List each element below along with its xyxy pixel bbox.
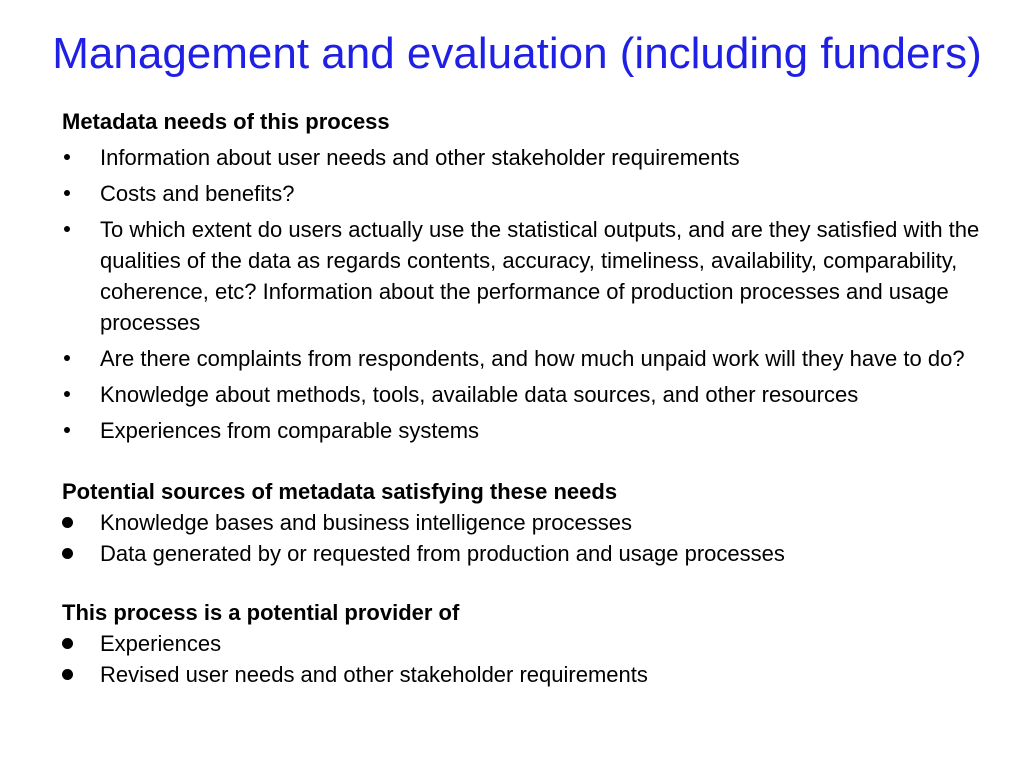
list-item xyxy=(62,214,982,338)
bullet-dot-icon xyxy=(62,343,100,374)
bullet-dot-icon xyxy=(62,142,100,173)
list-item xyxy=(62,178,982,209)
section-heading: Metadata needs of this process xyxy=(62,109,390,134)
section-heading: This process is a potential provider of xyxy=(62,600,460,625)
bullet-circle-icon xyxy=(62,628,100,659)
bullet-dot-icon xyxy=(62,379,100,410)
bullet-list xyxy=(62,142,982,446)
bullet-list xyxy=(62,507,982,569)
list-item-text: Knowledge bases and business intelligence processes xyxy=(100,510,633,535)
bullet-circle-icon xyxy=(62,659,100,690)
bullet-circle-icon xyxy=(62,507,100,538)
list-item-text: Data generated by or requested from production and usage processes xyxy=(100,541,785,566)
list-item xyxy=(62,415,982,446)
bullet-list xyxy=(62,628,982,690)
list-item-text: Revised user needs and other stakeholder requirements xyxy=(100,662,648,687)
list-item-text: Experiences from comparable systems xyxy=(100,418,480,443)
list-item xyxy=(62,142,982,173)
slide-title: Management and evaluation (including funders) xyxy=(52,29,982,78)
list-item xyxy=(62,343,982,374)
list-item-text: Knowledge about methods, tools, available data sources, and other resources xyxy=(100,382,859,407)
list-item-text: Information about user needs and other stakeholder requirements xyxy=(100,145,740,170)
list-item xyxy=(62,659,982,690)
list-item-text: Are there complaints from respondents, and how much unpaid work will they have to do? xyxy=(100,346,965,371)
section-provider-of xyxy=(62,597,982,690)
section-potential-sources xyxy=(62,476,982,569)
bullet-circle-icon xyxy=(62,538,100,569)
slide-body xyxy=(62,106,982,690)
section-heading: Potential sources of metadata satisfying these needs xyxy=(62,479,618,504)
list-item-text: To which extent do users actually use the statistical outputs, and are they satisfied with the qualities of the data as regards contents, accuracy, timeliness, availability, comparability, coherence, etc? Information about the performance of production processes and usage processes xyxy=(100,217,980,335)
bullet-dot-icon xyxy=(62,214,100,245)
list-item-text: Experiences xyxy=(100,631,222,656)
list-item xyxy=(62,379,982,410)
list-item xyxy=(62,628,982,659)
bullet-dot-icon xyxy=(62,178,100,209)
list-item-text: Costs and benefits? xyxy=(100,181,295,206)
list-item xyxy=(62,507,982,538)
bullet-dot-icon xyxy=(62,415,100,446)
section-metadata-needs xyxy=(62,106,982,446)
list-item xyxy=(62,538,982,569)
